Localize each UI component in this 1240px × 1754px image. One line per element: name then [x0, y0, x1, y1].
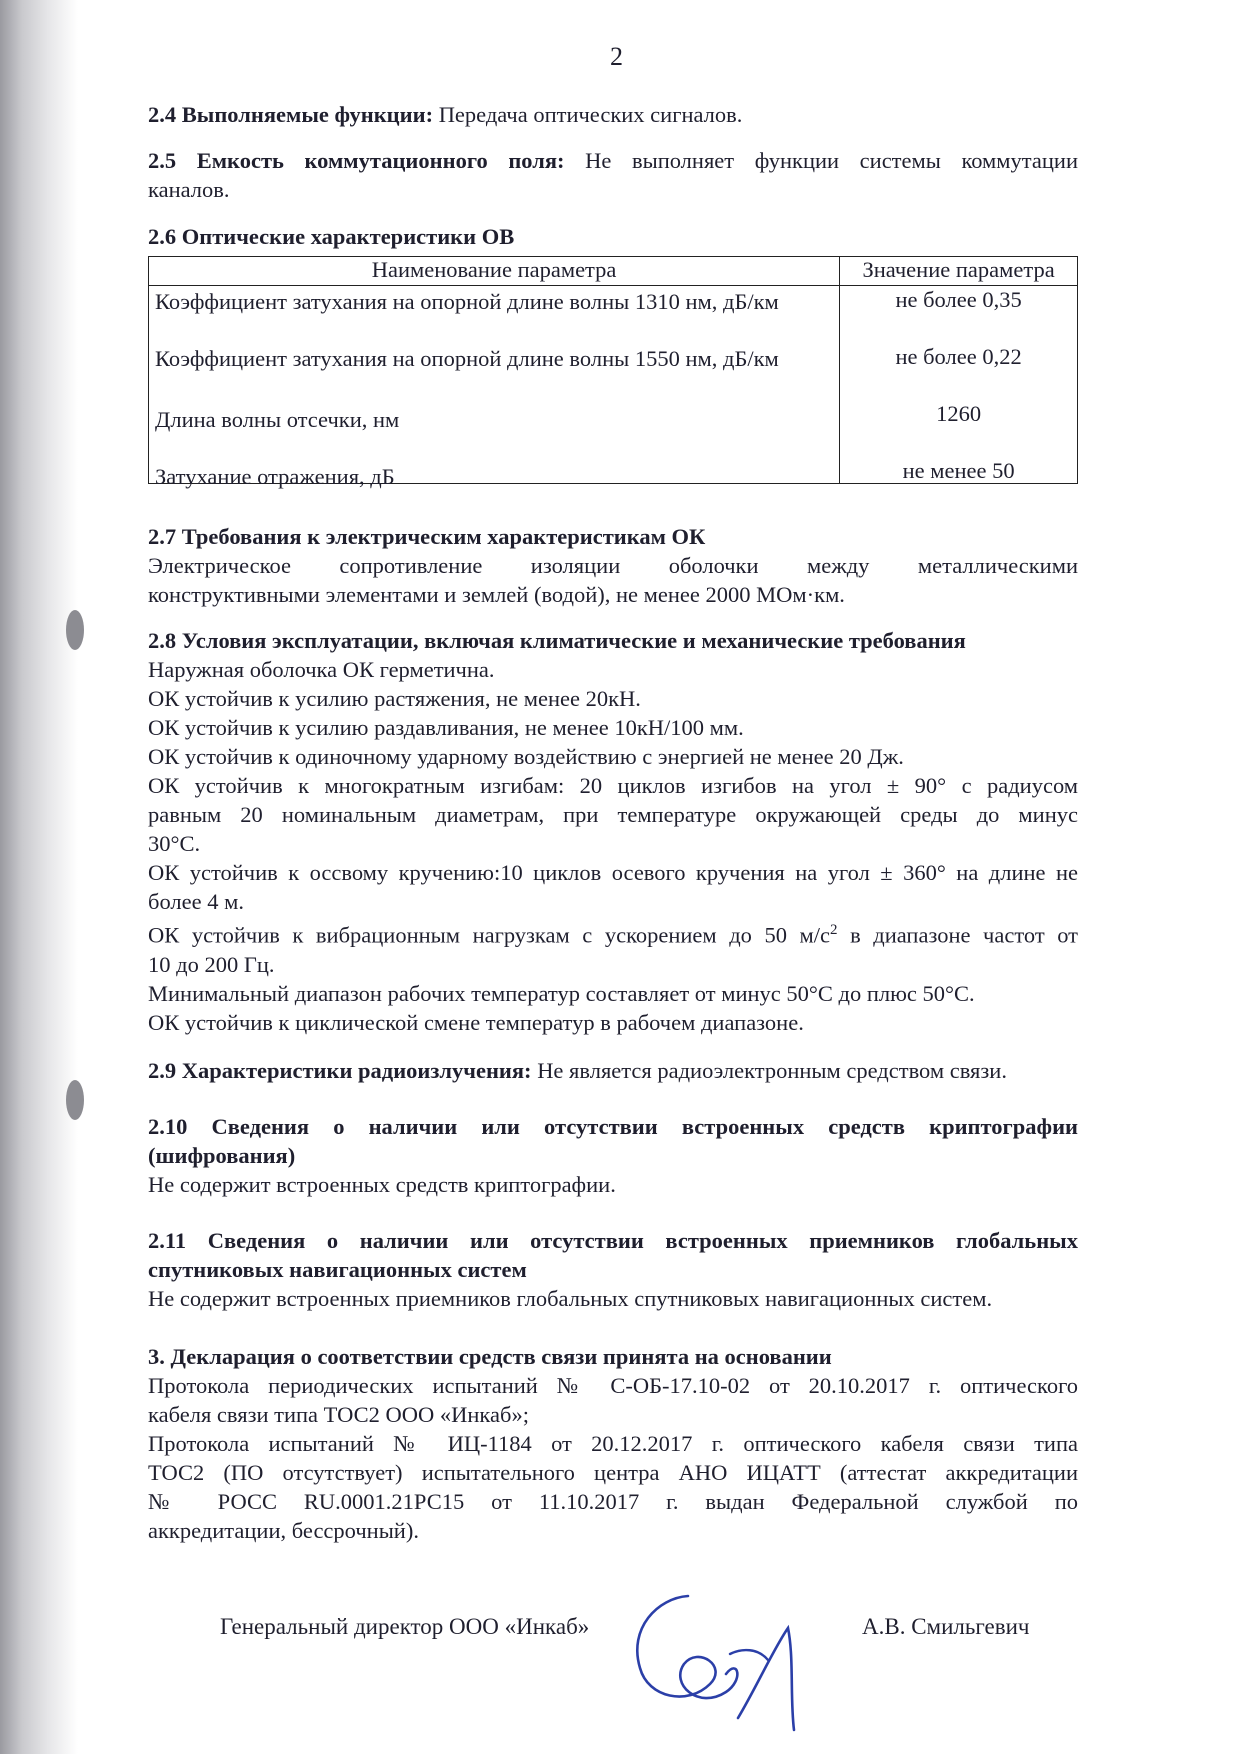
page-number: 2 [610, 42, 623, 71]
table-header [149, 257, 1078, 286]
section-title: 2.5 Емкость коммутационного поля: [148, 148, 565, 173]
binder-hole [66, 610, 84, 650]
column-header: Значение параметра [840, 257, 1078, 286]
signatory-name: А.В. Смильгевич [862, 1614, 1030, 1639]
section-2-11: 2.11 Сведения о наличии или отсутствии встроенных приемников глобальных спутниковых навигационных систем Не содержит встроенных приемников глобальных спутниковых навигационных систем. [148, 1228, 1078, 1311]
signatory-position: Генеральный директор ООО «Инкаб» [220, 1614, 590, 1639]
section-2-4 [148, 100, 1078, 129]
section-2-7 [148, 522, 1078, 609]
section-text: каналов. [148, 177, 230, 202]
scan-edge [0, 0, 78, 1754]
section-title: 2.8 Условия эксплуатации, включая климатические и механические требования [148, 628, 966, 653]
section-text: Передача оптических сигналов. [433, 102, 743, 127]
section-title: 2.10 Сведения о наличии или отсутствии встроенных средств криптографии [148, 1114, 1078, 1139]
section-text: конструктивными элементами и землей (водой), не менее 2000 МОм·км. [148, 582, 845, 607]
section-text: Не является радиоэлектронным средством связи. [531, 1058, 1007, 1083]
handwritten-signature [618, 1588, 858, 1738]
section-2-8: 2.8 Условия эксплуатации, включая климатические и механические требования Наружная оболочка ОК герметична. ОК устойчив к усилию растяжения, не менее 20кН. ОК устойчив к усилию раздавливания, не менее 10кН/100 мм. ОК устойчив к одиночному ударному воздействию с энергией не менее 20 Дж. ОК устойчив к многократным изгибам: 20 циклов изгибов на угол ± 90° с радиусом равным 20 номинальным диаметрам, при температуре окружающей среды до минус 30°С. ОК устойчив к оссвому кручению:10 циклов осевого кручения на угол ± 360° на длине не более 4 м. ОК устойчив к вибрационным нагрузкам с ускорением до 50 $м/с^2$ в диапазоне частот от 10 до 200 Гц. Минимальный диапазон рабочих температур составляет от минус 50°С до плюс 50°С. ОК устойчив к циклической смене температур в рабочем диапазоне. [148, 628, 1079, 1035]
column-header: Наименование параметра [149, 257, 840, 286]
param-values: не более 0,35 не более 0,22 1260 не менее 50 [840, 286, 1078, 484]
section-text: Электрическое сопротивление изоляции оболочки между металлическими [148, 553, 1078, 578]
optical-params-table [148, 256, 1078, 489]
section-2-10: 2.10 Сведения о наличии или отсутствии встроенных средств криптографии (шифрования) Не содержит встроенных средств криптографии. [148, 1114, 1078, 1197]
section-title: 2.9 Характеристики радиоизлучения: [148, 1058, 532, 1083]
section-title: 2.4 Выполняемые функции: [148, 102, 434, 127]
section-3: 3. Декларация о соответствии средств связи принята на основании Протокола периодических испытаний № С-ОБ-17.10-02 от 20.10.2017 г. оптического кабеля связи типа ТОС2 ООО «Инкаб»; Протокола испытаний № ИЦ-1184 от 20.12.2017 г. оптического кабеля связи типа ТОС2 (ПО отсутствует) испытательного центра АНО ИЦАТТ (аттестат аккредитации № РОСС RU.0001.21РС15 от 11.10.2017 г. выдан Федеральной службой по аккредитации, бессрочный). [148, 1344, 1078, 1543]
section-text: Не содержит встроенных средств криптографии. [148, 1172, 616, 1197]
table-row [149, 286, 1078, 484]
section-text: Не содержит встроенных приемников глобальных спутниковых навигационных систем. [148, 1286, 993, 1311]
section-2-6-title: 2.6 Оптические характеристики ОВ [148, 224, 515, 249]
binder-hole [66, 1080, 84, 1120]
section-text: Не выполняет функции системы коммутации [564, 148, 1079, 173]
section-2-9 [148, 1056, 1078, 1085]
param-names: Коэффициент затухания на опорной длине волны 1310 нм, дБ/км Коэффициент затухания на опорной длине волны 1550 нм, дБ/км Длина волны отсечки, нм Затухание отражения, дБ [149, 286, 840, 484]
section-title: 2.11 Сведения о наличии или отсутствии встроенных приемников глобальных [148, 1228, 1078, 1253]
section-title: 3. Декларация о соответствии средств связи принята на основании [148, 1344, 832, 1369]
section-2-5 [148, 146, 1078, 204]
section-title: 2.7 Требования к электрическим характеристикам ОК [148, 524, 706, 549]
